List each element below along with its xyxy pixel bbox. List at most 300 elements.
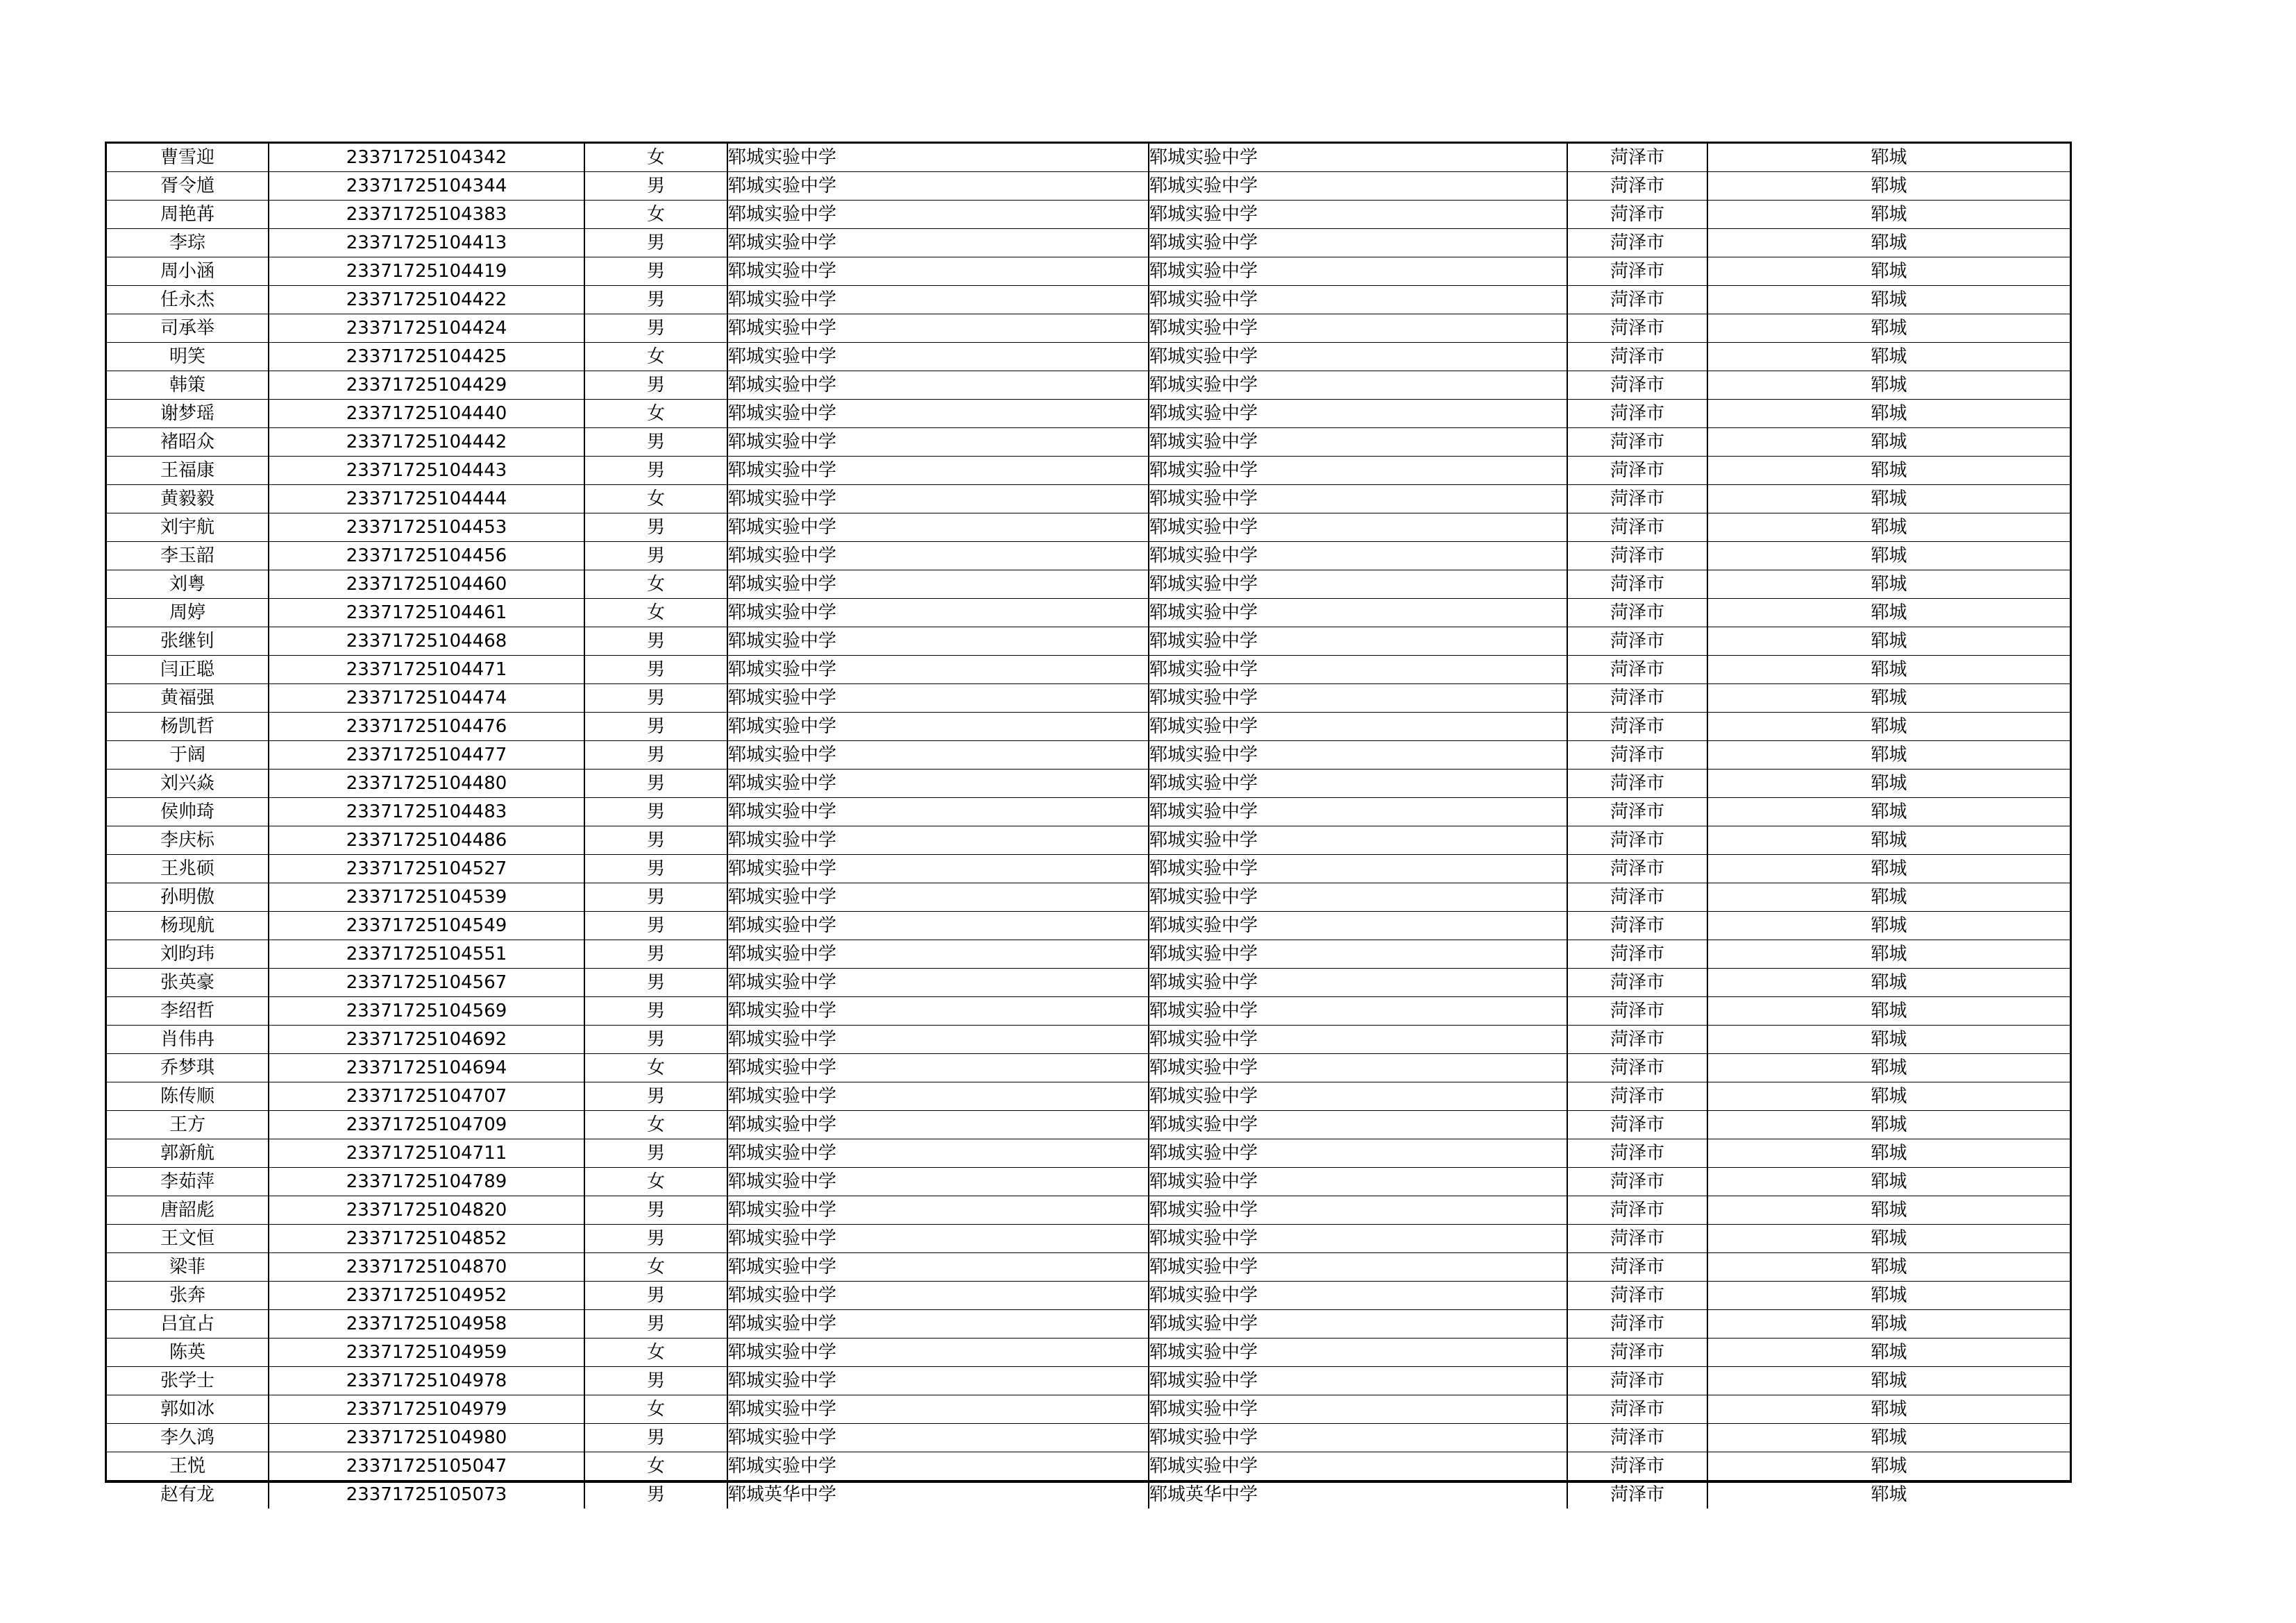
county-cell: 郓城 bbox=[1707, 371, 2070, 400]
school-cell: 郓城实验中学 bbox=[727, 1026, 1149, 1054]
county-cell: 郓城 bbox=[1707, 1168, 2070, 1196]
table-row bbox=[107, 542, 2070, 570]
student-name-cell: 郭新航 bbox=[107, 1139, 269, 1168]
school-cell: 郓城实验中学 bbox=[727, 997, 1149, 1026]
table-row bbox=[107, 1225, 2070, 1253]
table-row bbox=[107, 1196, 2070, 1225]
school-cell: 郓城实验中学 bbox=[727, 144, 1149, 172]
student-name-cell: 张奔 bbox=[107, 1282, 269, 1310]
school-cell: 郓城实验中学 bbox=[727, 713, 1149, 741]
gender-cell: 男 bbox=[584, 1139, 727, 1168]
school-cell: 郓城实验中学 bbox=[727, 883, 1149, 912]
school-cell: 郓城实验中学 bbox=[727, 172, 1149, 201]
school-cell: 郓城实验中学 bbox=[727, 1367, 1149, 1395]
candidate-id-cell: 23371725104551 bbox=[269, 940, 584, 969]
gender-cell: 男 bbox=[584, 883, 727, 912]
table-row bbox=[107, 969, 2070, 997]
gender-cell: 男 bbox=[584, 1082, 727, 1111]
table-row bbox=[107, 770, 2070, 798]
county-cell: 郓城 bbox=[1707, 855, 2070, 883]
city-cell: 菏泽市 bbox=[1567, 1310, 1707, 1339]
candidate-id-cell: 23371725104567 bbox=[269, 969, 584, 997]
table-row bbox=[107, 229, 2070, 257]
school-alt-cell: 郓城实验中学 bbox=[1149, 570, 1567, 599]
gender-cell: 男 bbox=[584, 1481, 727, 1509]
student-name-cell: 吕宜占 bbox=[107, 1310, 269, 1339]
candidate-id-cell: 23371725104539 bbox=[269, 883, 584, 912]
table-row bbox=[107, 570, 2070, 599]
school-cell: 郓城实验中学 bbox=[727, 343, 1149, 371]
roster-sheet bbox=[105, 142, 2072, 1505]
county-cell: 郓城 bbox=[1707, 1026, 2070, 1054]
gender-cell: 女 bbox=[584, 1339, 727, 1367]
gender-cell: 女 bbox=[584, 1395, 727, 1424]
student-name-cell: 黄福强 bbox=[107, 684, 269, 713]
table-row bbox=[107, 172, 2070, 201]
student-name-cell: 周艳苒 bbox=[107, 201, 269, 229]
school-alt-cell: 郓城实验中学 bbox=[1149, 826, 1567, 855]
school-cell: 郓城实验中学 bbox=[727, 1452, 1149, 1481]
table-row bbox=[107, 257, 2070, 286]
city-cell: 菏泽市 bbox=[1567, 1367, 1707, 1395]
school-alt-cell: 郓城实验中学 bbox=[1149, 656, 1567, 684]
school-alt-cell: 郓城实验中学 bbox=[1149, 912, 1567, 940]
county-cell: 郓城 bbox=[1707, 1339, 2070, 1367]
student-name-cell: 张学士 bbox=[107, 1367, 269, 1395]
county-cell: 郓城 bbox=[1707, 627, 2070, 656]
candidate-id-cell: 23371725104694 bbox=[269, 1054, 584, 1082]
candidate-id-cell: 23371725104344 bbox=[269, 172, 584, 201]
table-row bbox=[107, 1367, 2070, 1395]
table-row bbox=[107, 940, 2070, 969]
city-cell: 菏泽市 bbox=[1567, 741, 1707, 770]
city-cell: 菏泽市 bbox=[1567, 1395, 1707, 1424]
gender-cell: 男 bbox=[584, 940, 727, 969]
school-alt-cell: 郓城实验中学 bbox=[1149, 1082, 1567, 1111]
table-row bbox=[107, 883, 2070, 912]
school-alt-cell: 郓城实验中学 bbox=[1149, 798, 1567, 826]
table-row bbox=[107, 741, 2070, 770]
table-row bbox=[107, 1026, 2070, 1054]
city-cell: 菏泽市 bbox=[1567, 286, 1707, 314]
candidate-id-cell: 23371725105047 bbox=[269, 1452, 584, 1481]
gender-cell: 女 bbox=[584, 1168, 727, 1196]
county-cell: 郓城 bbox=[1707, 1082, 2070, 1111]
student-name-cell: 孙明傲 bbox=[107, 883, 269, 912]
city-cell: 菏泽市 bbox=[1567, 997, 1707, 1026]
county-cell: 郓城 bbox=[1707, 1054, 2070, 1082]
school-cell: 郓城实验中学 bbox=[727, 1424, 1149, 1452]
table-row bbox=[107, 201, 2070, 229]
gender-cell: 男 bbox=[584, 684, 727, 713]
candidate-id-cell: 23371725104958 bbox=[269, 1310, 584, 1339]
student-name-cell: 刘昀玮 bbox=[107, 940, 269, 969]
school-alt-cell: 郓城实验中学 bbox=[1149, 1253, 1567, 1282]
school-cell: 郓城实验中学 bbox=[727, 656, 1149, 684]
city-cell: 菏泽市 bbox=[1567, 314, 1707, 343]
city-cell: 菏泽市 bbox=[1567, 599, 1707, 627]
gender-cell: 女 bbox=[584, 570, 727, 599]
school-cell: 郓城实验中学 bbox=[727, 400, 1149, 428]
roster-body bbox=[107, 144, 2070, 1509]
candidate-id-cell: 23371725104549 bbox=[269, 912, 584, 940]
county-cell: 郓城 bbox=[1707, 969, 2070, 997]
table-row bbox=[107, 1082, 2070, 1111]
school-cell: 郓城实验中学 bbox=[727, 1111, 1149, 1139]
gender-cell: 女 bbox=[584, 485, 727, 513]
student-name-cell: 陈英 bbox=[107, 1339, 269, 1367]
school-alt-cell: 郓城实验中学 bbox=[1149, 1225, 1567, 1253]
school-cell: 郓城实验中学 bbox=[727, 1139, 1149, 1168]
candidate-id-cell: 23371725104413 bbox=[269, 229, 584, 257]
candidate-id-cell: 23371725104820 bbox=[269, 1196, 584, 1225]
school-alt-cell: 郓城实验中学 bbox=[1149, 1196, 1567, 1225]
school-alt-cell: 郓城实验中学 bbox=[1149, 457, 1567, 485]
school-cell: 郓城实验中学 bbox=[727, 371, 1149, 400]
student-name-cell: 闫正聪 bbox=[107, 656, 269, 684]
gender-cell: 女 bbox=[584, 1253, 727, 1282]
school-cell: 郓城实验中学 bbox=[727, 1168, 1149, 1196]
school-alt-cell: 郓城实验中学 bbox=[1149, 172, 1567, 201]
student-name-cell: 司承举 bbox=[107, 314, 269, 343]
student-name-cell: 黄毅毅 bbox=[107, 485, 269, 513]
city-cell: 菏泽市 bbox=[1567, 229, 1707, 257]
school-alt-cell: 郓城实验中学 bbox=[1149, 1026, 1567, 1054]
school-alt-cell: 郓城实验中学 bbox=[1149, 883, 1567, 912]
candidate-id-cell: 23371725104709 bbox=[269, 1111, 584, 1139]
student-name-cell: 明笑 bbox=[107, 343, 269, 371]
gender-cell: 男 bbox=[584, 855, 727, 883]
gender-cell: 男 bbox=[584, 428, 727, 457]
table-row bbox=[107, 656, 2070, 684]
candidate-id-cell: 23371725104978 bbox=[269, 1367, 584, 1395]
candidate-id-cell: 23371725104711 bbox=[269, 1139, 584, 1168]
county-cell: 郓城 bbox=[1707, 1367, 2070, 1395]
candidate-id-cell: 23371725104456 bbox=[269, 542, 584, 570]
gender-cell: 男 bbox=[584, 257, 727, 286]
county-cell: 郓城 bbox=[1707, 229, 2070, 257]
school-cell: 郓城实验中学 bbox=[727, 912, 1149, 940]
gender-cell: 男 bbox=[584, 172, 727, 201]
county-cell: 郓城 bbox=[1707, 883, 2070, 912]
school-alt-cell: 郓城实验中学 bbox=[1149, 969, 1567, 997]
student-roster-table bbox=[107, 144, 2070, 1509]
student-name-cell: 张英豪 bbox=[107, 969, 269, 997]
city-cell: 菏泽市 bbox=[1567, 172, 1707, 201]
gender-cell: 男 bbox=[584, 912, 727, 940]
city-cell: 菏泽市 bbox=[1567, 1111, 1707, 1139]
county-cell: 郓城 bbox=[1707, 1452, 2070, 1481]
city-cell: 菏泽市 bbox=[1567, 1452, 1707, 1481]
student-name-cell: 刘兴焱 bbox=[107, 770, 269, 798]
city-cell: 菏泽市 bbox=[1567, 485, 1707, 513]
student-name-cell: 唐韶彪 bbox=[107, 1196, 269, 1225]
city-cell: 菏泽市 bbox=[1567, 656, 1707, 684]
student-name-cell: 赵有龙 bbox=[107, 1481, 269, 1509]
city-cell: 菏泽市 bbox=[1567, 1168, 1707, 1196]
school-cell: 郓城实验中学 bbox=[727, 599, 1149, 627]
school-alt-cell: 郓城实验中学 bbox=[1149, 855, 1567, 883]
candidate-id-cell: 23371725104870 bbox=[269, 1253, 584, 1282]
gender-cell: 男 bbox=[584, 1310, 727, 1339]
county-cell: 郓城 bbox=[1707, 1424, 2070, 1452]
candidate-id-cell: 23371725104692 bbox=[269, 1026, 584, 1054]
table-row bbox=[107, 371, 2070, 400]
candidate-id-cell: 23371725104442 bbox=[269, 428, 584, 457]
table-row bbox=[107, 1452, 2070, 1481]
gender-cell: 男 bbox=[584, 770, 727, 798]
student-name-cell: 李庆标 bbox=[107, 826, 269, 855]
school-alt-cell: 郓城实验中学 bbox=[1149, 257, 1567, 286]
student-name-cell: 于阔 bbox=[107, 741, 269, 770]
school-cell: 郓城实验中学 bbox=[727, 969, 1149, 997]
candidate-id-cell: 23371725104980 bbox=[269, 1424, 584, 1452]
student-name-cell: 乔梦琪 bbox=[107, 1054, 269, 1082]
county-cell: 郓城 bbox=[1707, 940, 2070, 969]
table-row bbox=[107, 1111, 2070, 1139]
table-row bbox=[107, 1424, 2070, 1452]
county-cell: 郓城 bbox=[1707, 513, 2070, 542]
gender-cell: 女 bbox=[584, 1452, 727, 1481]
school-alt-cell: 郓城实验中学 bbox=[1149, 1367, 1567, 1395]
candidate-id-cell: 23371725104476 bbox=[269, 713, 584, 741]
school-cell: 郓城实验中学 bbox=[727, 286, 1149, 314]
county-cell: 郓城 bbox=[1707, 1225, 2070, 1253]
student-name-cell: 任永杰 bbox=[107, 286, 269, 314]
table-row bbox=[107, 1253, 2070, 1282]
city-cell: 菏泽市 bbox=[1567, 542, 1707, 570]
student-name-cell: 王兆硕 bbox=[107, 855, 269, 883]
school-alt-cell: 郓城实验中学 bbox=[1149, 940, 1567, 969]
city-cell: 菏泽市 bbox=[1567, 371, 1707, 400]
candidate-id-cell: 23371725104422 bbox=[269, 286, 584, 314]
candidate-id-cell: 23371725104979 bbox=[269, 1395, 584, 1424]
county-cell: 郓城 bbox=[1707, 1139, 2070, 1168]
candidate-id-cell: 23371725104461 bbox=[269, 599, 584, 627]
table-row bbox=[107, 798, 2070, 826]
gender-cell: 男 bbox=[584, 969, 727, 997]
school-cell: 郓城实验中学 bbox=[727, 798, 1149, 826]
county-cell: 郓城 bbox=[1707, 997, 2070, 1026]
candidate-id-cell: 23371725104444 bbox=[269, 485, 584, 513]
gender-cell: 男 bbox=[584, 656, 727, 684]
county-cell: 郓城 bbox=[1707, 770, 2070, 798]
student-name-cell: 李绍哲 bbox=[107, 997, 269, 1026]
candidate-id-cell: 23371725104852 bbox=[269, 1225, 584, 1253]
county-cell: 郓城 bbox=[1707, 826, 2070, 855]
school-alt-cell: 郓城实验中学 bbox=[1149, 1139, 1567, 1168]
gender-cell: 男 bbox=[584, 997, 727, 1026]
city-cell: 菏泽市 bbox=[1567, 798, 1707, 826]
school-cell: 郓城实验中学 bbox=[727, 826, 1149, 855]
gender-cell: 男 bbox=[584, 513, 727, 542]
candidate-id-cell: 23371725104453 bbox=[269, 513, 584, 542]
county-cell: 郓城 bbox=[1707, 713, 2070, 741]
city-cell: 菏泽市 bbox=[1567, 912, 1707, 940]
county-cell: 郓城 bbox=[1707, 1253, 2070, 1282]
candidate-id-cell: 23371725104471 bbox=[269, 656, 584, 684]
city-cell: 菏泽市 bbox=[1567, 826, 1707, 855]
city-cell: 菏泽市 bbox=[1567, 570, 1707, 599]
candidate-id-cell: 23371725105073 bbox=[269, 1481, 584, 1509]
school-cell: 郓城实验中学 bbox=[727, 1082, 1149, 1111]
gender-cell: 男 bbox=[584, 627, 727, 656]
school-cell: 郓城实验中学 bbox=[727, 1225, 1149, 1253]
county-cell: 郓城 bbox=[1707, 1111, 2070, 1139]
gender-cell: 男 bbox=[584, 229, 727, 257]
student-name-cell: 李玉韶 bbox=[107, 542, 269, 570]
school-alt-cell: 郓城实验中学 bbox=[1149, 513, 1567, 542]
gender-cell: 男 bbox=[584, 1026, 727, 1054]
table-row bbox=[107, 1395, 2070, 1424]
student-name-cell: 杨凯哲 bbox=[107, 713, 269, 741]
city-cell: 菏泽市 bbox=[1567, 343, 1707, 371]
table-row bbox=[107, 1139, 2070, 1168]
student-name-cell: 王悦 bbox=[107, 1452, 269, 1481]
school-alt-cell: 郓城实验中学 bbox=[1149, 997, 1567, 1026]
school-alt-cell: 郓城实验中学 bbox=[1149, 371, 1567, 400]
city-cell: 菏泽市 bbox=[1567, 513, 1707, 542]
table-row bbox=[107, 286, 2070, 314]
candidate-id-cell: 23371725104477 bbox=[269, 741, 584, 770]
table-row bbox=[107, 513, 2070, 542]
school-cell: 郓城实验中学 bbox=[727, 684, 1149, 713]
county-cell: 郓城 bbox=[1707, 741, 2070, 770]
school-cell: 郓城实验中学 bbox=[727, 229, 1149, 257]
table-row bbox=[107, 713, 2070, 741]
student-name-cell: 李琮 bbox=[107, 229, 269, 257]
county-cell: 郓城 bbox=[1707, 428, 2070, 457]
table-row bbox=[107, 1481, 2070, 1509]
table-row bbox=[107, 599, 2070, 627]
city-cell: 菏泽市 bbox=[1567, 1481, 1707, 1509]
city-cell: 菏泽市 bbox=[1567, 1196, 1707, 1225]
county-cell: 郓城 bbox=[1707, 684, 2070, 713]
candidate-id-cell: 23371725104440 bbox=[269, 400, 584, 428]
school-alt-cell: 郓城实验中学 bbox=[1149, 1339, 1567, 1367]
school-alt-cell: 郓城英华中学 bbox=[1149, 1481, 1567, 1509]
city-cell: 菏泽市 bbox=[1567, 855, 1707, 883]
gender-cell: 男 bbox=[584, 1367, 727, 1395]
city-cell: 菏泽市 bbox=[1567, 1026, 1707, 1054]
school-alt-cell: 郓城实验中学 bbox=[1149, 741, 1567, 770]
gender-cell: 女 bbox=[584, 599, 727, 627]
city-cell: 菏泽市 bbox=[1567, 969, 1707, 997]
gender-cell: 男 bbox=[584, 741, 727, 770]
city-cell: 菏泽市 bbox=[1567, 1282, 1707, 1310]
school-alt-cell: 郓城实验中学 bbox=[1149, 1168, 1567, 1196]
student-name-cell: 周婷 bbox=[107, 599, 269, 627]
gender-cell: 男 bbox=[584, 371, 727, 400]
school-alt-cell: 郓城实验中学 bbox=[1149, 314, 1567, 343]
county-cell: 郓城 bbox=[1707, 257, 2070, 286]
table-row bbox=[107, 457, 2070, 485]
city-cell: 菏泽市 bbox=[1567, 1424, 1707, 1452]
school-cell: 郓城实验中学 bbox=[727, 457, 1149, 485]
school-alt-cell: 郓城实验中学 bbox=[1149, 428, 1567, 457]
school-alt-cell: 郓城实验中学 bbox=[1149, 229, 1567, 257]
candidate-id-cell: 23371725104483 bbox=[269, 798, 584, 826]
table-row bbox=[107, 1054, 2070, 1082]
table-row bbox=[107, 1310, 2070, 1339]
city-cell: 菏泽市 bbox=[1567, 201, 1707, 229]
city-cell: 菏泽市 bbox=[1567, 940, 1707, 969]
city-cell: 菏泽市 bbox=[1567, 144, 1707, 172]
county-cell: 郓城 bbox=[1707, 1196, 2070, 1225]
school-alt-cell: 郓城实验中学 bbox=[1149, 1452, 1567, 1481]
table-row bbox=[107, 428, 2070, 457]
county-cell: 郓城 bbox=[1707, 172, 2070, 201]
school-cell: 郓城实验中学 bbox=[727, 855, 1149, 883]
county-cell: 郓城 bbox=[1707, 201, 2070, 229]
city-cell: 菏泽市 bbox=[1567, 257, 1707, 286]
school-cell: 郓城实验中学 bbox=[727, 485, 1149, 513]
school-cell: 郓城实验中学 bbox=[727, 627, 1149, 656]
county-cell: 郓城 bbox=[1707, 485, 2070, 513]
student-name-cell: 李茹萍 bbox=[107, 1168, 269, 1196]
city-cell: 菏泽市 bbox=[1567, 684, 1707, 713]
city-cell: 菏泽市 bbox=[1567, 883, 1707, 912]
table-row bbox=[107, 627, 2070, 656]
city-cell: 菏泽市 bbox=[1567, 1082, 1707, 1111]
table-row bbox=[107, 912, 2070, 940]
school-alt-cell: 郓城实验中学 bbox=[1149, 1395, 1567, 1424]
school-cell: 郓城实验中学 bbox=[727, 1282, 1149, 1310]
candidate-id-cell: 23371725104474 bbox=[269, 684, 584, 713]
candidate-id-cell: 23371725104952 bbox=[269, 1282, 584, 1310]
student-name-cell: 肖伟冉 bbox=[107, 1026, 269, 1054]
school-alt-cell: 郓城实验中学 bbox=[1149, 1310, 1567, 1339]
school-alt-cell: 郓城实验中学 bbox=[1149, 343, 1567, 371]
candidate-id-cell: 23371725104468 bbox=[269, 627, 584, 656]
school-alt-cell: 郓城实验中学 bbox=[1149, 627, 1567, 656]
gender-cell: 男 bbox=[584, 798, 727, 826]
student-name-cell: 刘宇航 bbox=[107, 513, 269, 542]
student-name-cell: 王文恒 bbox=[107, 1225, 269, 1253]
school-cell: 郓城实验中学 bbox=[727, 940, 1149, 969]
county-cell: 郓城 bbox=[1707, 1310, 2070, 1339]
city-cell: 菏泽市 bbox=[1567, 1253, 1707, 1282]
student-name-cell: 侯帅琦 bbox=[107, 798, 269, 826]
table-row bbox=[107, 400, 2070, 428]
school-alt-cell: 郓城实验中学 bbox=[1149, 400, 1567, 428]
city-cell: 菏泽市 bbox=[1567, 1054, 1707, 1082]
city-cell: 菏泽市 bbox=[1567, 400, 1707, 428]
county-cell: 郓城 bbox=[1707, 314, 2070, 343]
gender-cell: 男 bbox=[584, 713, 727, 741]
candidate-id-cell: 23371725104707 bbox=[269, 1082, 584, 1111]
school-cell: 郓城实验中学 bbox=[727, 1196, 1149, 1225]
school-cell: 郓城实验中学 bbox=[727, 770, 1149, 798]
school-cell: 郓城英华中学 bbox=[727, 1481, 1149, 1509]
school-cell: 郓城实验中学 bbox=[727, 513, 1149, 542]
table-row bbox=[107, 485, 2070, 513]
table-row bbox=[107, 144, 2070, 172]
school-cell: 郓城实验中学 bbox=[727, 1253, 1149, 1282]
county-cell: 郓城 bbox=[1707, 798, 2070, 826]
table-row bbox=[107, 1168, 2070, 1196]
gender-cell: 女 bbox=[584, 201, 727, 229]
table-row bbox=[107, 826, 2070, 855]
gender-cell: 女 bbox=[584, 144, 727, 172]
school-cell: 郓城实验中学 bbox=[727, 741, 1149, 770]
school-alt-cell: 郓城实验中学 bbox=[1149, 542, 1567, 570]
gender-cell: 男 bbox=[584, 314, 727, 343]
candidate-id-cell: 23371725104959 bbox=[269, 1339, 584, 1367]
county-cell: 郓城 bbox=[1707, 599, 2070, 627]
school-alt-cell: 郓城实验中学 bbox=[1149, 1282, 1567, 1310]
gender-cell: 男 bbox=[584, 542, 727, 570]
